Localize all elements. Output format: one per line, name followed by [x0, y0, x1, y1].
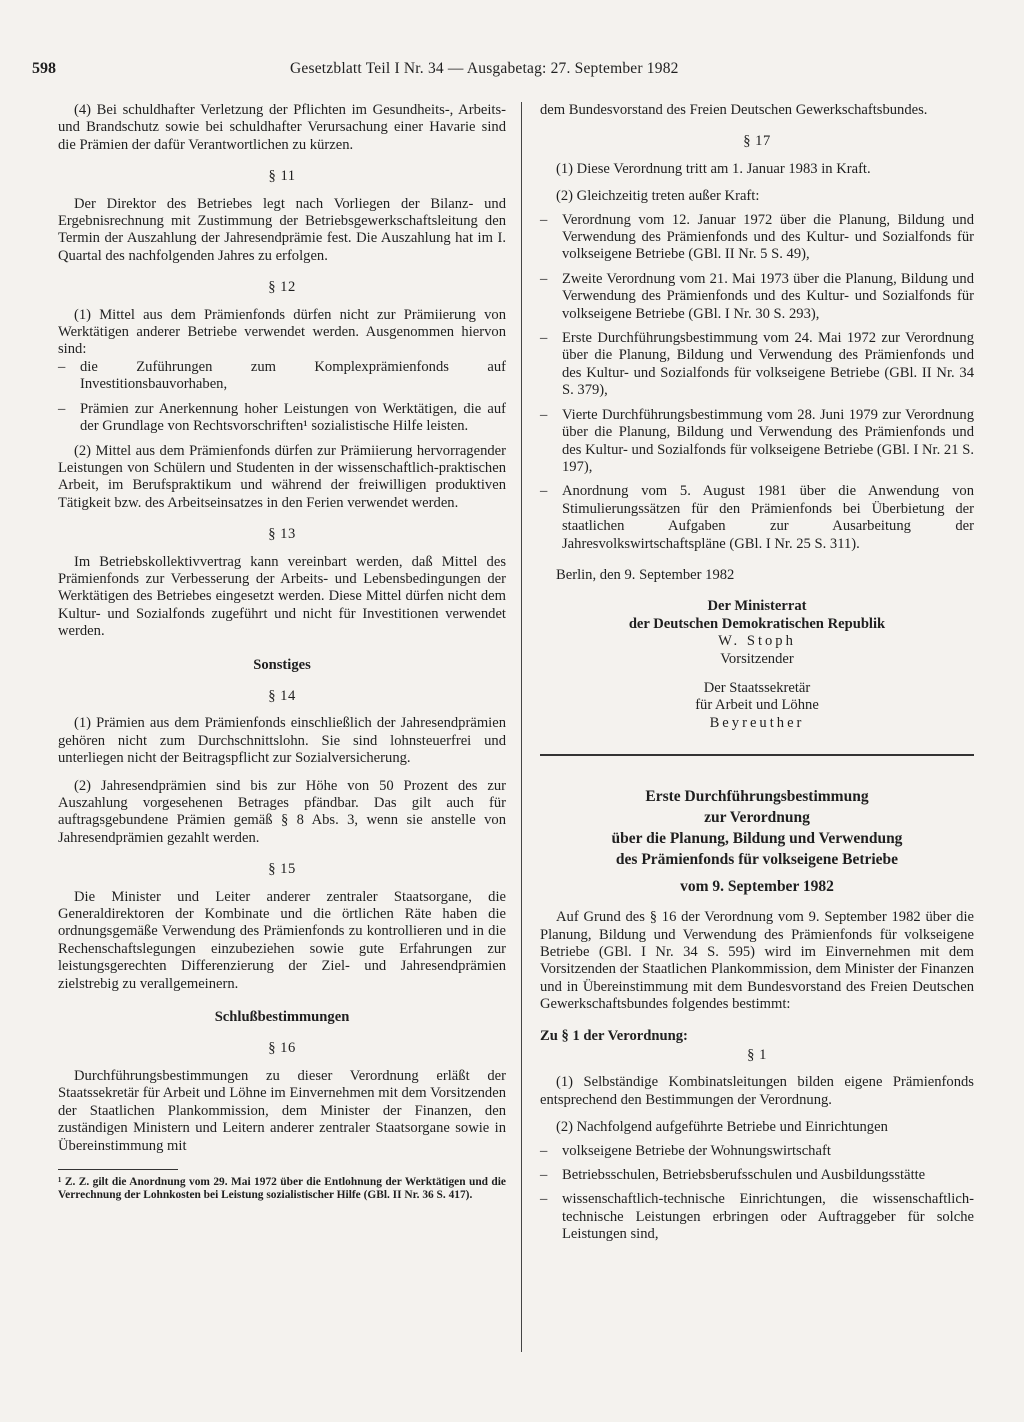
list-item-text: Betriebsschulen, Betriebsberufsschulen und Ausbildungsstätte — [562, 1167, 926, 1184]
signature-body-2-line-2: für Arbeit und Löhne — [695, 697, 819, 714]
signature-body-2-line-1: Der Staatssekretär — [703, 679, 811, 696]
right-column — [540, 102, 974, 1251]
section-12-paragraph-1: (1) Mittel aus dem Prämienfonds dürfen nicht zur Prämiierung von Werktätigen anderer Betriebe verwendet werden. Ausgenommen hiervon sind: — [58, 306, 506, 358]
section-14-paragraph-2: (2) Jahresendprämien sind bis zur Höhe von 50 Prozent des zur Auszahlung vorgesehenen Betrages pfändbar. Das gilt auch für auftragsgebundene Prämien gemäß § 8 Abs. 3, wenn sie anstelle von Jahresendprämien gezahlt werden. — [58, 777, 506, 846]
list-item-text: Zweite Verordnung vom 21. Mai 1973 über die Planung, Bildung und Verwendung des Prämienfonds und des Kultur- und Sozialfonds für volkseigene Betriebe (GBl. I Nr. 30 S. 293), — [562, 270, 974, 322]
list-item — [540, 1191, 974, 1243]
header-title: Gesetzblatt Teil I Nr. 34 — Ausgabetag: 27. September 1982 — [290, 60, 679, 77]
footnote-divider — [58, 1169, 178, 1170]
section-1-paragraph-1: (1) Selbständige Kombinatsleitungen bilden eigene Prämienfonds entsprechend den Bestimmungen der Verordnung. — [540, 1074, 974, 1108]
dash-marker: – — [58, 400, 66, 417]
section-12-paragraph-2: (2) Mittel aus dem Prämienfonds dürfen zur Prämiierung hervorragender Leistungen von Schülern und Studenten in der wissenschaftlich-praktischen Arbeit, im Berufspraktikum und während der freiwilligen produktiven Tätigkeit bzw. des Arbeitseinsatzes in den Ferien verwendet werden. — [58, 442, 506, 511]
signature-body-line-1: Der Ministerrat — [707, 598, 807, 615]
dash-marker: – — [540, 1191, 548, 1208]
section-16-text: Durchführungsbestimmungen zu dieser Verordnung erläßt der Staatssekretär für Arbeit und Löhne im Einvernehmen mit dem Vorsitzenden der Staatlichen Plankommission, dem Minister der Finanzen, den zuständigen Ministern und Leitern anderer zentraler Staatsorgane sowie in Übereinstimmung mit — [58, 1067, 506, 1154]
signature-name-2: Beyreuther — [709, 714, 805, 731]
list-item-text: Erste Durchführungsbestimmung vom 24. Mai 1972 zur Verordnung über die Planung, Bildung und Verwendung des Prämienfonds und des Kultur- und Sozialfonds für volkseigene Betriebe (GBl. II Nr. 34 S. 379), — [562, 330, 974, 399]
list-item — [540, 483, 974, 553]
section-15-heading: § 15 — [268, 861, 296, 878]
list-item — [540, 1167, 974, 1184]
section-13-heading: § 13 — [268, 526, 296, 543]
signature-role-1: Vorsitzender — [720, 650, 794, 667]
section-11-text: Der Direktor des Betriebes legt nach Vorliegen der Bilanz- und Ergebnisrechnung mit Zustimmung der Betriebsgewerkschaftsleitung den Termin der Auszahlung der Jahresendprämie fest. Die Auszahlung hat im I. Quartal des nachfolgenden Jahres zu erfolgen. — [58, 195, 506, 264]
signature-name-1: W. Stoph — [718, 633, 796, 650]
section-13-text: Im Betriebskollektivvertrag kann vereinbart werden, daß Mittel des Prämienfonds zur Verbesserung der Arbeits- und Lebensbedingungen der Werktätigen des Betriebes eingesetzt werden. Diese Mittel dürfen nicht dem Kultur- und Sozialfonds zugeführt und nicht für Investitionen verwendet werden. — [58, 553, 506, 640]
regulation-title-line-2: zur Verordnung — [704, 809, 810, 827]
section-16-heading: § 16 — [268, 1040, 296, 1057]
list-item-text: wissenschaftlich-technische Einrichtungen, die wissenschaftlich-technische Leistungen erbringen oder Auftraggeber für solche Leistungen sind, — [562, 1191, 974, 1243]
section-15-text: Die Minister und Leiter anderer zentraler Staatsorgane, die Generaldirektoren der Kombinate und die örtlichen Räte haben die ordnungsgemäße Verwendung des Prämienfonds zu kontrollieren und in die Rechenschaftslegungen einzubeziehen sowie gute Erfahrungen zur leistungsgerechten Differenzierung der Ziel- und Jahresendprämien zielstrebig zu verallgemeinern. — [58, 888, 506, 992]
list-item — [540, 212, 974, 264]
section-14-heading: § 14 — [268, 687, 296, 704]
list-item — [540, 330, 974, 400]
dash-marker: – — [540, 1142, 548, 1159]
zu-section-1-heading: Zu § 1 der Verordnung: — [540, 1027, 688, 1044]
signature-body-line-2: der Deutschen Demokratischen Republik — [628, 615, 886, 632]
dash-marker: – — [540, 406, 548, 423]
section-12-heading: § 12 — [268, 279, 296, 296]
dash-marker: – — [540, 330, 548, 347]
list-item — [58, 359, 506, 394]
list-item-text: volkseigene Betriebe der Wohnungswirtschaft — [562, 1142, 831, 1159]
list-item-text: Verordnung vom 12. Januar 1972 über die Planung, Bildung und Verwendung des Prämienfonds und des Kultur- und Sozialfonds für volkseigene Betriebe (GBl. II Nr. 5 S. 49), — [562, 211, 974, 263]
list-item — [540, 407, 974, 477]
section-divider — [540, 754, 974, 756]
section-17-paragraph-1: (1) Diese Verordnung tritt am 1. Januar 1983 in Kraft. — [556, 160, 871, 177]
section-14-paragraph-1: (1) Prämien aus dem Prämienfonds einschließlich der Jahresendprämien gehören nicht zum Durchschnittslohn. Sie sind lohnsteuerfrei und unterliegen nicht der Beitragspflicht zur Sozialversicherung. — [58, 715, 506, 767]
list-item-text: Anordnung vom 5. August 1981 über die Anwendung von Stimulierungssätzen für den Prämienfonds bei Überbietung der staatlichen Aufgaben zur Ausarbeitung der Jahresvolkswirtschaftspläne (GBl. I Nr. 25 S. 311). — [562, 483, 974, 552]
dash-marker: – — [540, 483, 548, 500]
section-1-heading: § 1 — [747, 1047, 767, 1064]
regulation-title-line-1: Erste Durchführungsbestimmung — [645, 788, 869, 806]
dash-marker: – — [58, 358, 66, 375]
section-17-paragraph-2: (2) Gleichzeitig treten außer Kraft: — [556, 188, 760, 205]
column-divider — [521, 102, 522, 1352]
list-item — [58, 401, 506, 436]
list-item-text: Prämien zur Anerkennung hoher Leistungen von Werktätigen, die auf der Grundlage von Rechtsvorschriften¹ sozialistische Hilfe leisten. — [80, 400, 506, 435]
regulation-title-line-4: des Prämienfonds für volkseigene Betriebe — [615, 851, 899, 869]
continuation-text: dem Bundesvorstand des Freien Deutschen Gewerkschaftsbundes. — [540, 102, 928, 118]
page-header — [32, 58, 966, 84]
paragraph-4: (4) Bei schuldhafter Verletzung der Pflichten im Gesundheits-, Arbeits- und Brandschutz sowie bei schuldhafter Verursachung einer Havarie sind die Prämien der dafür Verantwortlichen zu kürzen. — [58, 102, 506, 153]
list-item-text: die Zuführungen zum Komplexprämienfonds auf Investitionsbauvorhaben, — [80, 358, 506, 393]
footnote: ¹ Z. Z. gilt die Anordnung vom 29. Mai 1972 über die Entlohnung der Werktätigen und die Verrechnung der Lohnkosten bei Leistung sozialistischer Hilfe (GBl. II Nr. 36 S. 417). — [58, 1175, 506, 1202]
list-item — [540, 271, 974, 323]
place-date: Berlin, den 9. September 1982 — [556, 566, 735, 583]
section-17-heading: § 17 — [743, 133, 771, 150]
dash-marker: – — [540, 211, 548, 228]
page-number: 598 — [32, 60, 56, 77]
list-item — [540, 1143, 974, 1160]
heading-schlussbestimmungen: Schlußbestimmungen — [214, 1009, 350, 1026]
list-item-text: Vierte Durchführungsbestimmung vom 28. Juni 1979 zur Verordnung über die Planung, Bildung und Verwendung des Prämienfonds und des Kultur- und Sozialfonds für volkseigene Betriebe (GBl. I Nr. 21 S. 197), — [562, 406, 974, 475]
heading-sonstiges: Sonstiges — [253, 656, 311, 673]
dash-marker: – — [540, 1167, 548, 1184]
left-column — [58, 102, 506, 1203]
regulation-title-line-3: über die Planung, Bildung und Verwendung — [611, 830, 903, 848]
regulation-date: vom 9. September 1982 — [680, 878, 834, 896]
section-1-paragraph-2: (2) Nachfolgend aufgeführte Betriebe und Einrichtungen — [556, 1119, 888, 1136]
section-11-heading: § 11 — [268, 168, 296, 185]
dash-marker: – — [540, 270, 548, 287]
intro-paragraph: Auf Grund des § 16 der Verordnung vom 9. September 1982 über die Planung, Bildung und Verwendung des Prämienfonds für volkseigene Betriebe (GBl. I Nr. 34 S. 595) wird im Einvernehmen mit dem Vorsitzenden der Staatlichen Plankommission, dem Minister der Finanzen und in Übereinstimmung mit dem Bundesvorstand des Freien Deutschen Gewerkschaftsbundes folgendes bestimmt: — [540, 909, 974, 1013]
